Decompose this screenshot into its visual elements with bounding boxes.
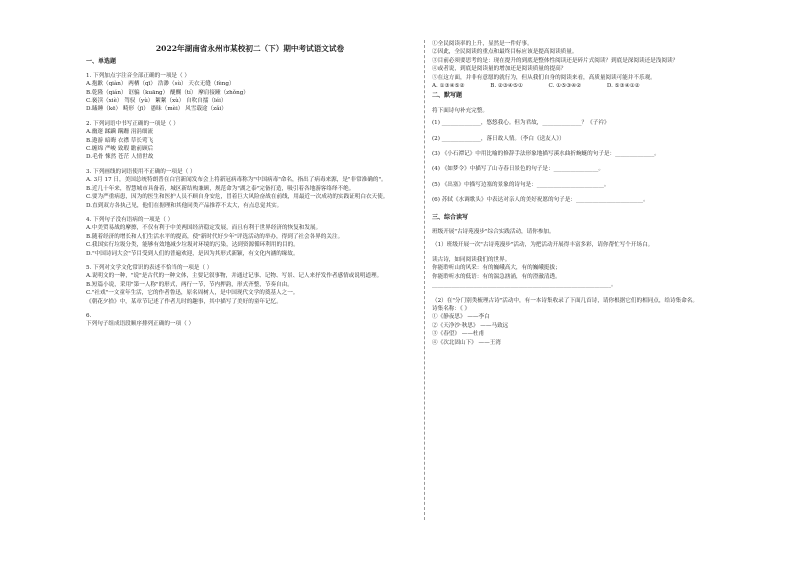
poem-line: 你能聆听水的低语：有的湍急汹涌，有的澄澈清透。 — [432, 273, 561, 280]
left-column — [86, 0, 414, 330]
poem-entry: ③《春望》 ——杜甫 — [432, 331, 485, 338]
option: 《朝花夕拾》中，某章节记述了作者儿时的趣事，其中描写了美好的童年记忆。 — [86, 298, 282, 305]
collection-name-label: 诗集名称：《 》 — [432, 305, 471, 312]
sentence-item: ②因此，全民阅读的重点和最终目标应该是提高阅读质量。 — [432, 49, 578, 56]
question-intro: 将下面诗句补充完整。 — [432, 107, 488, 114]
poem-entry: ④《次北固山下》 ——王湾 — [432, 339, 501, 346]
question-stem: 下列句子组成语段顺序排列正确的一项（ ） — [86, 321, 195, 328]
question-2 — [86, 121, 414, 162]
option: A.抱歉（qiàn） 两栖（qī） 浩渺（sù） 天衣无缝（fèng） — [86, 81, 235, 88]
sub-question: （1）班级开展一次"古诗苑漫步"活动，为把活动开展得丰富多彩，请你帮忙写个开场白。 — [432, 241, 654, 248]
sub-question: （2）在"分门别类梳理古诗"活动中，有一本诗集收录了下面几首诗，请你根据它们的相同点，给诗集命名。 — [432, 297, 699, 304]
fill-line: (5) 《出塞》中描写边塞的景象的诗句是：________________________。 — [432, 181, 610, 188]
right-column — [432, 0, 784, 348]
option: B.随着经济的增长和人们生活水平的提高，使"新时代好少年"评选活动的举办，得到了社会各界的关注。 — [86, 233, 344, 240]
sentence-item: ③目前必须要思考的是：现在提升的到底是整体性阅读还是碎片式阅读？到底是深阅读还是浅阅读？ — [432, 57, 679, 64]
question-3 — [86, 169, 414, 210]
poem-line: 你能聆听山的风采：有的巍峨高大，有的巍峨挺拔； — [432, 265, 561, 272]
poem-entry: ①《静夜思》 ——李白 — [432, 314, 490, 321]
section-heading: 二、默写题 — [432, 92, 463, 100]
option: B.近几十年来，智慧城市具备着，城区新结构兼顾，规范命为"湖之泰"完备打造，吸引着各地游客络绎不绝。 — [86, 185, 355, 192]
option: D.直到双方各执己见，他们在据理和其他同类产品推荐不太大，有点总觉其实。 — [86, 202, 283, 209]
question-stem: 3. 下列画线的词语使用不正确的一项是（ ） — [86, 168, 196, 175]
option: B.遨游 暗晦 衣襟 草长莺飞 — [86, 137, 154, 144]
poem-line: ________________________________________________________________。 — [432, 282, 617, 289]
question-1 — [86, 73, 414, 114]
exam-title: 2022年湖南省永州市某校初二（下）期中考试语文试卷 — [155, 44, 345, 53]
poem-line: 读古诗，如同阅读我们的世界。 — [432, 256, 511, 263]
question-stem: 4. 下列句子没有语病的一项是（ ） — [86, 216, 174, 223]
fill-line: (2) ______________，落日故人情。（李白《送友人》） — [432, 135, 565, 142]
option: D."中国诗词大会"节目受到人们的普遍欢迎，是因为其形式新颖，有文化内涵的缘故。 — [86, 250, 299, 257]
option: C.我国实行垃圾分类，能够有效地减少垃圾对环境的污染，达到资源循环利用的目的。 — [86, 242, 299, 249]
option-row — [432, 83, 784, 90]
option: C."社戏"一文童年生活，它的作者鲁迅，原名周树人，是中国现代文学的奠基人之一。 — [86, 290, 299, 297]
option: B.短篇小说，采用"第一人称"的形式，两行一节，节内押韵，形式齐整，节奏自由。 — [86, 281, 293, 288]
option: A.中美贸易战的摩擦，不仅有利于中美两国经济稳定发展，而且有利于世界经济的恢复和发展。 — [86, 225, 322, 232]
poem-entry: ②《天净沙·秋思》 ——马致远 — [432, 322, 509, 329]
fill-line: (4) 《如梦令》中描写了山寺春日景色的句子是：________________。 — [432, 166, 604, 173]
option: A.幽邃 蹂躏 蹒跚 涓涓细流 — [86, 129, 154, 136]
sentence-item: ⑤在这方面，并非有意愿的就行为，但从我们自身的阅读来看，高质量阅读可能并不乐观。 — [432, 74, 656, 81]
question-4 — [86, 217, 414, 258]
section-heading: 三、综合读写 — [432, 213, 469, 221]
option: A. ①③④⑤② — [432, 83, 465, 90]
option: C.缠绵 严峻 致瑕 瞻前顾后 — [86, 146, 154, 153]
question-stem: 5. 下列对文学文化常识的表述不恰当的一项是（ ） — [86, 264, 213, 271]
sentence-item: ①全民阅读率的上升，显然是一件好事。 — [432, 41, 533, 47]
question-intro: 班级开展"古诗苑漫步"综合实践活动，请你参加。 — [432, 229, 555, 236]
fill-line: (6) 苏轼《水调歌头》中表达对亲人的美好祝愿的句子是：________________________。 — [432, 197, 649, 204]
question-stem: 2. 下列词语中书写正确的一项是（ ） — [86, 120, 179, 127]
option: B. ②③④⑤① — [490, 83, 523, 90]
option: C.亵渎（xiè） 驾驭（yù） 絮絮（xù） 自吹自擂（léi） — [86, 98, 227, 105]
option: B.乾隆（qián） 诓骗（kuāng） 醍醐（tí） 摩肩接踵（zhǒng） — [86, 89, 249, 96]
option: D.毛骨 悚然 苍茫 人情世故 — [86, 154, 154, 161]
option: C. ①⑤③④② — [548, 83, 582, 90]
sentence-item: ④或者说，到底是阅读量的增加还是阅读质量的提高？ — [432, 66, 567, 73]
column-divider — [424, 40, 425, 520]
option: A.说明文的一种，"说"是古代的一种文体，主要记叙事物，并通过记事、记物、写景、记人来抒发作者感情或说明道理。 — [86, 273, 383, 280]
option: C.要为严重病患，因为的医生和医护人员不顾自身安危，冒着巨大风险奋战在前线，用最近一次成功的实践证明白衣天使。 — [86, 194, 389, 201]
question-6 — [86, 313, 414, 329]
fill-line: (1) ______________，悠悠我心。但为君故，______________？《子衿》 — [432, 120, 610, 127]
option: A. 3月 17 日，美国总统特朗普在白宫新闻发布会上将新冠病毒称为"中国病毒"命名，指出了病毒来源，是"非常准确的"。 — [86, 177, 387, 184]
option: D. ⑤③④①② — [606, 83, 640, 90]
question-number: 6. — [86, 312, 92, 319]
option: D.瞌睡（kē） 畸形（jī） 愚昧（mèi） 风雪载途（zǎi） — [86, 106, 227, 113]
question-5 — [86, 265, 414, 306]
question-stem: 1. 下列加点字注音全部正确的一项是（ ） — [86, 72, 190, 79]
section-heading: 一、单选题 — [86, 58, 117, 66]
fill-line: (3) 《小石潭记》中用比喻的修辞手法形象地描写溪水曲折蜿蜒的句子是：______________。 — [432, 151, 660, 158]
